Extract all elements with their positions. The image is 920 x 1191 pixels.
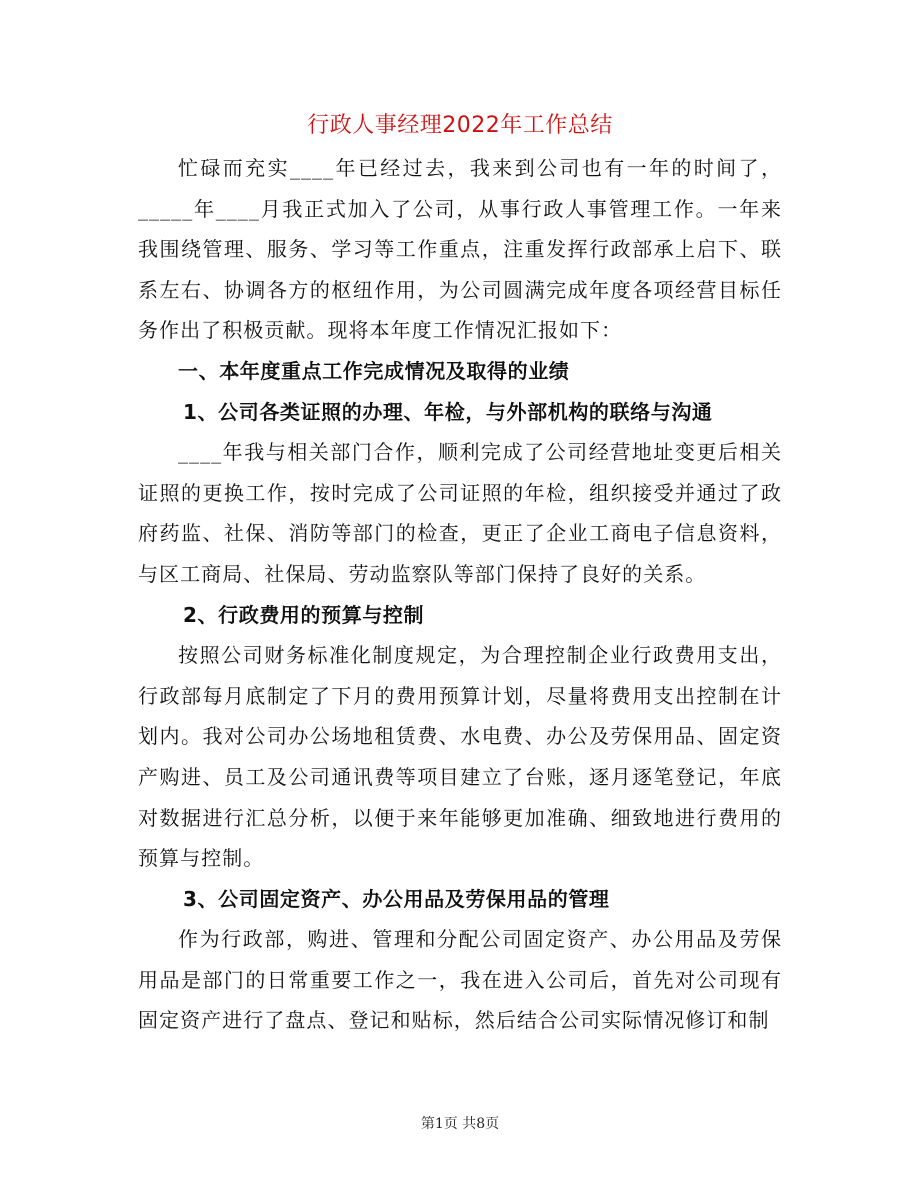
subsection-1-paragraph: ____年我与相关部门合作，顺利完成了公司经营地址变更后相关证照的更换工作，按时完成了公司证照的年检，组织接受并通过了政府药监、社保、消防等部门的检查，更正了企业工商电子信息资料，与区工商局、社保局、劳动监察队等部门保持了良好的关系。	[138, 440, 782, 586]
intro-paragraph: 忙碌而充实____年已经过去，我来到公司也有一年的时间了，_____年____月我正式加入了公司，从事行政人事管理工作。一年来我围绕管理、服务、学习等工作重点，注重发挥行政部承上启下、联系左右、协调各方的枢纽作用，为公司圆满完成年度各项经营目标任务作出了积极贡献。现将本年度工作情况汇报如下：	[138, 156, 782, 343]
subsection-heading-2: 2、行政费用的预算与控制	[183, 602, 425, 627]
document-body	[138, 148, 782, 1041]
subsection-heading-3: 3、公司固定资产、办公用品及劳保用品的管理	[183, 886, 610, 911]
section-heading-1: 一、本年度重点工作完成情况及取得的业绩	[178, 358, 570, 383]
subsection-3-paragraph: 作为行政部，购进、管理和分配公司固定资产、办公用品及劳保用品是部门的日常重要工作之一，我在进入公司后，首先对公司现有固定资产进行了盘点、登记和贴标，然后结合公司实际情况修订和制	[138, 927, 782, 1033]
document-title: 行政人事经理2022年工作总结	[307, 113, 613, 138]
subsection-2-paragraph: 按照公司财务标准化制度规定，为合理控制企业行政费用支出，行政部每月底制定了下月的费用预算计划，尽量将费用支出控制在计划内。我对公司办公场地租赁费、水电费、办公及劳保用品、固定资产购进、员工及公司通讯费等项目建立了台账，逐月逐笔登记，年底对数据进行汇总分析，以便于来年能够更加准确、细致地进行费用的预算与控制。	[138, 643, 782, 871]
page-number-footer: 第1页 共8页	[420, 1116, 500, 1132]
subsection-heading-1: 1、公司各类证照的办理、年检，与外部机构的联络与沟通	[183, 399, 713, 424]
